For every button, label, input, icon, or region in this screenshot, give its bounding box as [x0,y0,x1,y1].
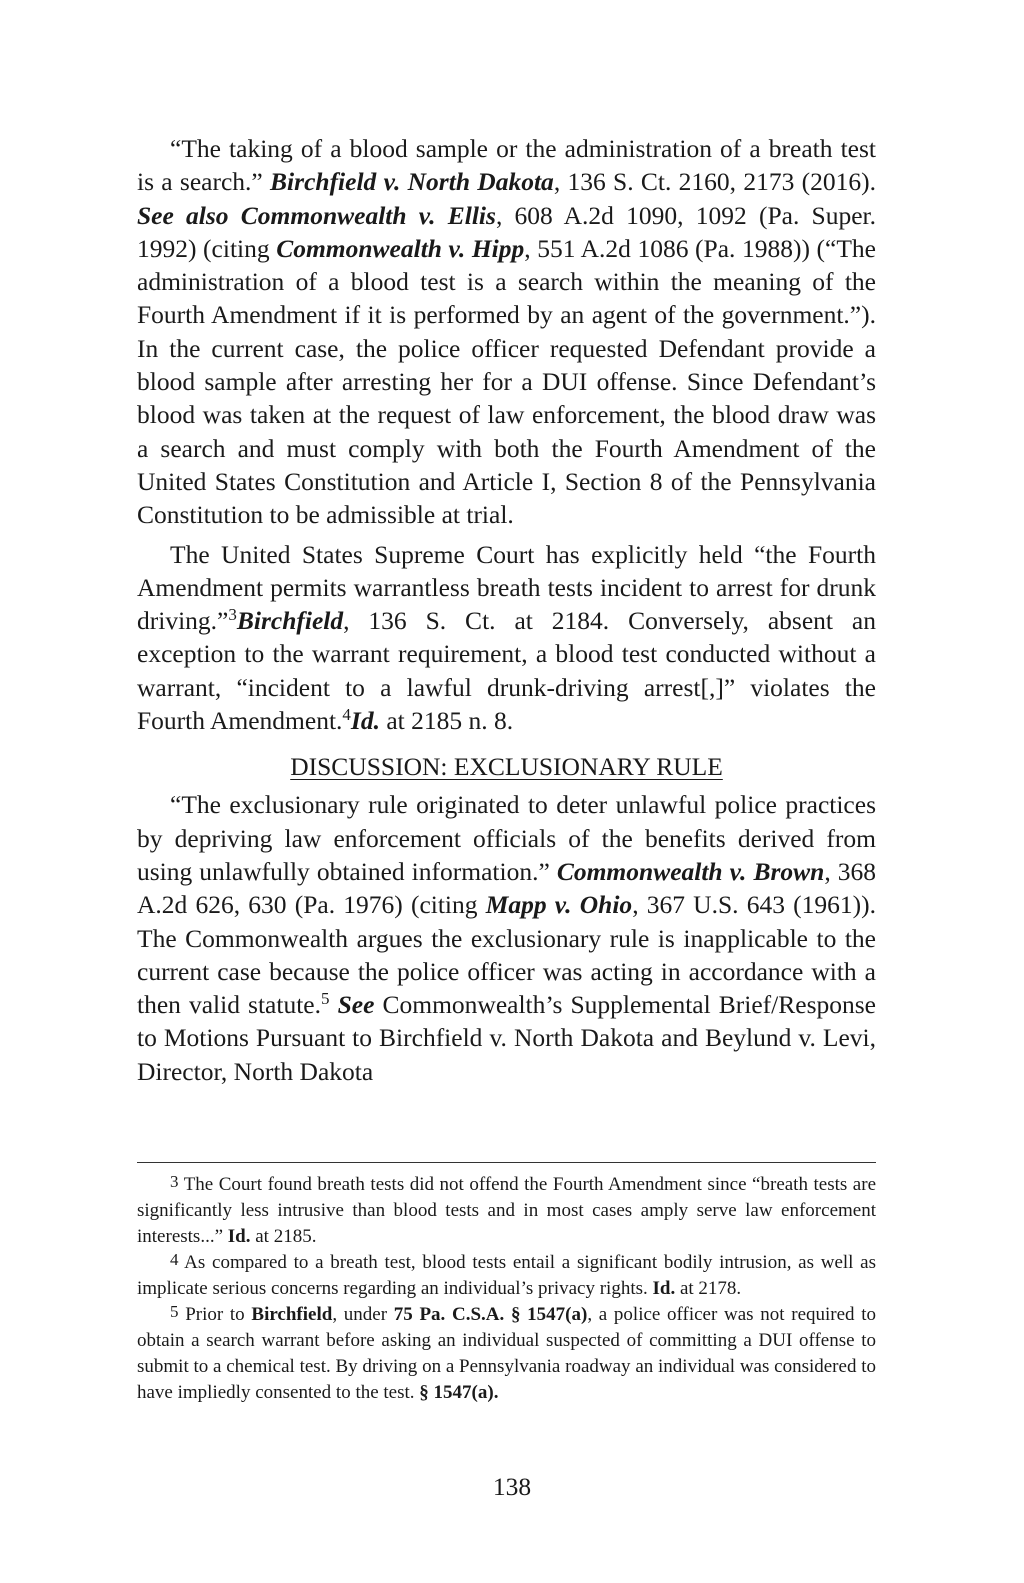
footnote-divider [137,1162,876,1163]
text-run: , a police officer was not required to obtain a search warrant before asking an individual suspected of committing a DUI offense to submit to a chemical test. By driving on a Pennsylvania roadway an individual was considered to have impliedly consented to the test. [137,1304,877,1403]
text-run: , 368 A.2d 626, 630 (Pa. 1976) (citing [137,856,876,920]
statute-citation: 75 Pa. C.S.A. § 1547(a) [393,1304,588,1325]
text-run: , 136 S. Ct. 2160, 2173 (2016). [553,167,877,197]
main-text [137,132,876,1088]
text-run: , 136 S. Ct. at 2184. Conversely, absent an exception to the warrant requirement, a blood test conducted without a warrant, “incident to a lawful drunk-driving arrest[,]” violates the Fourth Amendment. [137,606,876,736]
text-run: at 2178. [675,1278,742,1299]
text-run: Commonwealth’s Supplemental Brief/Response to Motions Pursuant to Birchfield v. North Dakota and Beylund v. Levi, Director, North Dakota [137,990,876,1086]
footnote-marker: 4 [342,705,351,725]
paragraph-blood-test-search [137,132,876,532]
statute-citation: § 1547(a). [419,1382,499,1403]
signal-word: See [337,990,375,1020]
footnote-3 [137,1172,876,1250]
text-run: Prior to [178,1304,252,1325]
text-run: “The exclusionary rule originated to deter unlawful police practices by depriving law enforcement officials of the benefits derived from using unlawfully obtained information.” [137,790,876,886]
text-run: , 608 A.2d 1090, 1092 (Pa. Super. 1992) (citing [137,200,877,263]
text-run: The United States Supreme Court has explicitly held “the Fourth Amendment permits warrantless breath tests incident to arrest for drunk driving.” [137,539,876,636]
footnote-marker: 3 [228,605,237,625]
section-heading: DISCUSSION: EXCLUSIONARY RULE [290,752,723,782]
text-run: , 367 U.S. 643 (1961)). The Commonwealth argues the exclusionary rule is inapplicable to the current case because the police officer was acting in accordance with a then valid statute. [137,890,876,1020]
citation: Id. [227,1226,251,1247]
case-citation: See also Commonwealth v. Ellis [137,200,496,230]
case-citation: Birchfield v. North Dakota [270,167,554,197]
text-run: , 551 A.2d 1086 (Pa. 1988)) (“The administration of a blood test is a search within the meaning of the Fourth Amendment if it is performed by an agent of the government.”). In the current case, the police officer requested Defendant provide a blood sample after arresting her for a DUI offense. Since Defendant’s blood was taken at the request of law enforcement, the blood draw was a search and must comply with both the Fourth Amendment of the United States Constitution and Article I, Section 8 of the Pennsylvania Constitution to be admissible at trial. [137,233,876,530]
text-run: As compared to a breath test, blood tests entail a significant bodily intrusion, as well as implicate serious concerns regarding an individual’s privacy rights. [137,1252,876,1299]
footnote-marker: 5 [321,989,330,1009]
text-run: “The taking of a blood sample or the administration of a breath test is a search.” [137,134,876,197]
paragraph-exclusionary-rule [137,788,876,1088]
footnote-number: 5 [170,1302,179,1321]
case-citation: Birchfield [236,606,344,636]
footnote-number: 3 [170,1172,179,1191]
footnote-5 [137,1302,876,1406]
footnotes [137,1172,876,1406]
footnote-4 [137,1250,876,1302]
case-citation: Id. [350,706,380,736]
page-number: 138 [492,1472,532,1501]
case-citation: Commonwealth v. Hipp [276,233,525,263]
text-run: at 2185 n. 8. [379,706,514,736]
text-run: , under [332,1304,394,1325]
text-run: The Court found breath tests did not offend the Fourth Amendment since “breath tests are significantly less intrusive than blood tests and in most cases amply serve law enforcement interests...” [137,1174,876,1247]
footnote-number: 4 [170,1250,179,1269]
case-citation: Commonwealth v. Brown [556,856,825,886]
text-run: at 2185. [250,1226,317,1247]
paragraph-supreme-court [137,538,876,738]
case-citation: Mapp v. Ohio [485,890,633,920]
citation: Id. [652,1278,676,1299]
citation: Birchfield [251,1304,333,1325]
